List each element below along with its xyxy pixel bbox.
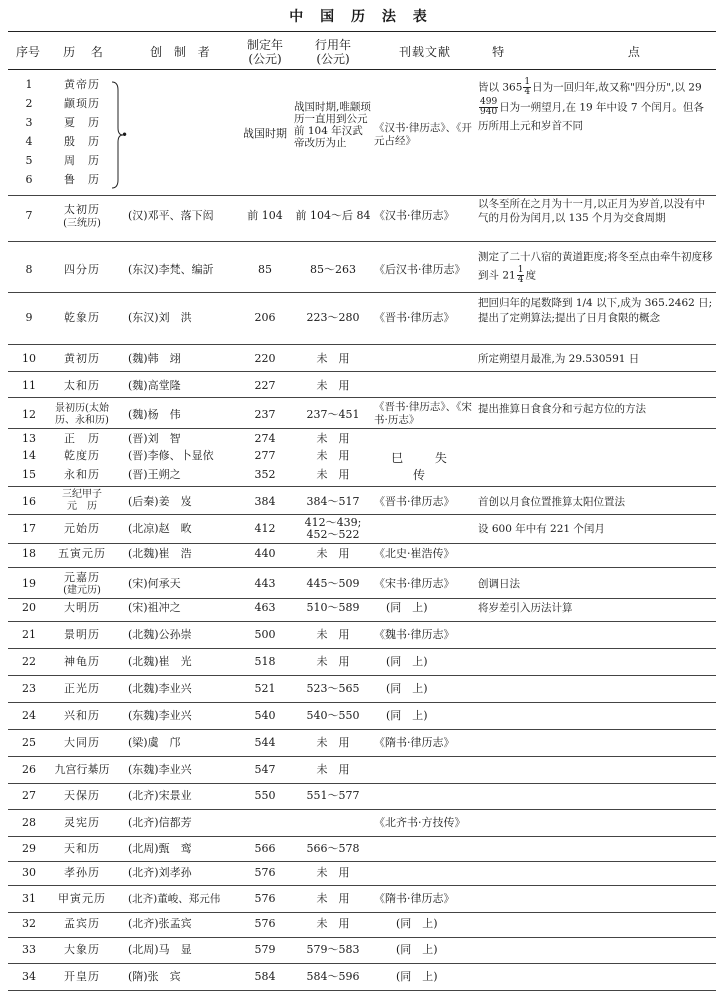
- creator: (东汉)刘 洪: [128, 311, 192, 324]
- row-number: 30: [22, 866, 36, 879]
- calendar-name: 殷 历: [64, 135, 100, 148]
- creation-year: 277: [254, 449, 276, 462]
- row-number: 18: [22, 547, 36, 560]
- features: 测定了二十八宿的黄道距度;将冬至点由牵牛初度移到斗 21 $\frac{1}{4}$ 度: [478, 251, 713, 285]
- literature: 《北史·崔浩传》: [374, 547, 455, 560]
- creator: (梁)虞 邝: [128, 736, 181, 749]
- literature: 《隋书·律历志》: [374, 736, 455, 749]
- row-number: 3: [25, 116, 33, 129]
- row-divider: [8, 241, 716, 242]
- calendar-name: 开皇历: [64, 970, 100, 983]
- row-divider: [8, 756, 716, 757]
- row-number: 4: [25, 135, 33, 148]
- row-divider: [8, 963, 716, 964]
- calendar-name: 太和历: [64, 379, 100, 392]
- row-number: 12: [22, 408, 36, 421]
- row-divider: [8, 729, 716, 730]
- creator: (东魏)李业兴: [128, 709, 192, 722]
- creation-year: 227: [254, 379, 276, 392]
- creator: (北齐)董峻、郑元伟: [128, 893, 221, 905]
- top-rule: [8, 31, 716, 32]
- creator: (汉)邓平、落下闳: [128, 209, 214, 222]
- years-used: 579～583: [306, 943, 360, 956]
- creation-year: 85: [258, 263, 272, 276]
- row-number: 17: [22, 522, 36, 535]
- creator: (晋)刘 智: [128, 432, 181, 445]
- row-number: 20: [22, 601, 36, 614]
- creator: (东魏)李业兴: [128, 763, 192, 776]
- row-divider: [8, 836, 716, 837]
- creation-year: 579: [254, 943, 276, 956]
- literature: (同 上): [396, 917, 438, 930]
- creation-year: 550: [254, 789, 276, 802]
- creator: (北齐)刘孝孙: [128, 866, 192, 879]
- years-used: 566～578: [306, 842, 360, 855]
- table-title: 中 国 历 法 表: [289, 9, 433, 25]
- calendar-name: 黄帝历: [64, 78, 100, 91]
- features: 皆以 365 $\frac{1}{4}$ 日为一回归年,故又称"四分历",以 29 $\frac{499}{940}$ 日为一朔望月,在 19 年中设 7 个闰月。但各历所用上元和岁首不同: [478, 77, 704, 132]
- years-used: 未 用: [316, 917, 350, 930]
- creator: (后秦)姜 岌: [128, 495, 192, 508]
- literature: 《晋书·律历志》、《宋书·历志》: [374, 401, 472, 426]
- creation-year: 576: [254, 866, 276, 879]
- row-number: 6: [25, 173, 33, 186]
- years-used: 412～439;: [304, 516, 362, 529]
- row-number: 16: [22, 495, 36, 508]
- calendar-name: 五寅元历: [58, 547, 106, 560]
- calendar-name: 周 历: [64, 154, 100, 167]
- features: 创调日法: [478, 578, 520, 590]
- features: 所定朔望月最准,为 29.530591 日: [478, 353, 640, 365]
- calendar-name: 黄初历: [64, 352, 100, 365]
- calendar-name: 甲寅元历: [58, 892, 106, 905]
- years-used: 445～509: [306, 577, 360, 590]
- row-divider: [8, 675, 716, 676]
- calendar-name: 永和历: [64, 468, 100, 481]
- creation-year: 前 104: [247, 209, 283, 222]
- years-used: 未 用: [316, 628, 350, 641]
- calendar-name: 九宫行棊历: [54, 763, 110, 776]
- calendar-name: 天和历: [64, 842, 100, 855]
- row-number: 10: [22, 352, 36, 365]
- row-divider: [8, 195, 716, 196]
- creator: (北周)马 显: [128, 943, 192, 956]
- literature: 《宋书·律历志》: [374, 577, 455, 590]
- creation-year: 443: [254, 577, 276, 590]
- creator: (隋)张 宾: [128, 970, 181, 983]
- row-number: 29: [22, 842, 36, 855]
- calendar-name: 乾象历: [64, 311, 100, 324]
- years-used: 前 104～后 84: [295, 209, 371, 222]
- row-number: 15: [22, 468, 36, 481]
- calendar-name: 景初历(太始: [55, 403, 109, 414]
- row-divider: [8, 567, 716, 568]
- group-marker: •: [121, 128, 129, 142]
- creation-year: 521: [254, 682, 276, 695]
- literature: (同 上): [396, 943, 438, 956]
- header-num: 序号: [15, 45, 40, 59]
- row-divider: [8, 990, 716, 991]
- creation-year: 352: [254, 468, 276, 481]
- calendar-name: 大象历: [64, 943, 100, 956]
- creation-year: 战国时期: [243, 127, 287, 140]
- calendar-name: 颛顼历: [64, 97, 100, 110]
- row-number: 25: [22, 736, 36, 749]
- creation-year: 566: [254, 842, 276, 855]
- years-used: 未 用: [316, 655, 350, 668]
- row-number: 11: [22, 379, 36, 392]
- creator: (北魏)崔 浩: [128, 547, 192, 560]
- creation-year: 540: [254, 709, 276, 722]
- row-number: 27: [22, 789, 36, 802]
- calendar-name: 鲁 历: [64, 173, 100, 186]
- calendar-name: 大明历: [64, 601, 100, 614]
- calendar-name: 孟宾历: [64, 917, 100, 930]
- years-used: 未 用: [316, 547, 350, 560]
- creation-year: 576: [254, 892, 276, 905]
- years-used: 未 用: [316, 352, 350, 365]
- row-divider: [8, 292, 716, 293]
- row-divider: [8, 514, 716, 515]
- years-used: 237～451: [306, 408, 360, 421]
- row-number: 7: [25, 209, 33, 222]
- literature: 《汉书·律历志》: [374, 209, 455, 222]
- calendar-name: 大同历: [64, 736, 100, 749]
- calendar-alt-name: (建元历): [63, 585, 101, 596]
- years-used: 551～577: [306, 789, 360, 802]
- calendar-name: 景明历: [64, 628, 100, 641]
- literature: 《汉书·律历志》、《开元占经》: [374, 122, 472, 147]
- creator: (宋)何承天: [128, 577, 181, 590]
- creation-year: 384: [254, 495, 276, 508]
- row-number: 5: [25, 154, 33, 167]
- literature: 《北齐书·方技传》: [374, 816, 466, 829]
- years-used: 未 用: [316, 468, 350, 481]
- years-used: 未 用: [316, 449, 350, 462]
- header-used-line1: 行用年: [314, 38, 351, 52]
- creator: (宋)祖冲之: [128, 601, 181, 614]
- literature: (同 上): [386, 682, 428, 695]
- creator: (东汉)李梵、编訢: [128, 263, 214, 276]
- creator: (北魏)李业兴: [128, 682, 192, 695]
- years-used: 540～550: [306, 709, 360, 722]
- row-divider: [8, 621, 716, 622]
- header-used-line2: (公元): [316, 52, 350, 66]
- row-number: 32: [22, 917, 36, 930]
- features: 设 600 年中有 221 个闰月: [478, 523, 605, 535]
- row-number: 23: [22, 682, 36, 695]
- row-number: 31: [22, 892, 36, 905]
- creator: (北齐)张孟宾: [128, 917, 192, 930]
- row-number: 8: [25, 263, 33, 276]
- header-year-line2: (公元): [248, 52, 282, 66]
- years-used: 584～596: [306, 970, 360, 983]
- header-literature: 刊载文献: [398, 45, 451, 59]
- header-features: 特 点: [492, 45, 700, 59]
- years-used: 384～517: [306, 495, 360, 508]
- calendar-name: 元嘉历: [64, 571, 100, 584]
- creation-year: 463: [254, 601, 276, 614]
- row-number: 21: [22, 628, 36, 641]
- calendar-name: 正 历: [64, 432, 100, 445]
- features: 把回归年的尾数降到 1/4 以下,成为 365.2462 日;提出了定朔算法;提出了日月食限的概念: [478, 297, 713, 324]
- calendar-alt-name: 元 历: [67, 501, 97, 512]
- row-divider: [8, 912, 716, 913]
- row-divider: [8, 397, 716, 398]
- literature: 《晋书·律历志》: [374, 495, 455, 508]
- features: 以冬至所在之月为十一月,以正月为岁首,以没有中气的月份为闰月,以 135 个月为交食周期: [478, 198, 706, 224]
- years-used: 未 用: [316, 379, 350, 392]
- calendar-alt-name: (三统历): [63, 218, 101, 229]
- header-name: 历 名: [63, 45, 109, 59]
- creator: (北周)甄 鸾: [128, 842, 192, 855]
- header-year-line1: 制定年: [246, 38, 283, 52]
- literature: 《隋书·律历志》: [374, 892, 455, 905]
- literature: 《晋书·律历志》: [374, 311, 455, 324]
- years-used: 战国时期,唯颛顼历一直用到公元前 104 年汉武帝改历为止: [294, 101, 371, 149]
- years-used: 未 用: [316, 432, 350, 445]
- creation-year: 220: [254, 352, 276, 365]
- calendar-alt-name: 历、永和历): [55, 415, 109, 426]
- row-divider: [8, 885, 716, 886]
- years-used: 452～522: [306, 528, 360, 541]
- creator: (北魏)崔 光: [128, 655, 192, 668]
- row-divider: [8, 598, 716, 599]
- calendar-name: 孝孙历: [64, 866, 100, 879]
- fraction: $\frac{499}{940}$: [480, 96, 498, 117]
- row-divider: [8, 861, 716, 862]
- years-used: 523～565: [306, 682, 360, 695]
- creation-year: 237: [254, 408, 276, 421]
- literature: 《后汉书·律历志》: [374, 263, 466, 276]
- row-number: 9: [25, 311, 33, 324]
- creation-year: 518: [254, 655, 276, 668]
- row-number: 13: [22, 432, 36, 445]
- calendar-name: 四分历: [64, 263, 100, 276]
- row-divider: [8, 937, 716, 938]
- creation-year: 206: [254, 311, 276, 324]
- creator: (魏)高堂隆: [128, 379, 181, 392]
- row-number: 33: [22, 943, 36, 956]
- creator: (晋)王朔之: [128, 468, 181, 481]
- row-number: 14: [22, 449, 36, 462]
- creator: (北齐)信都芳: [128, 816, 192, 829]
- years-used: 510～589: [306, 601, 360, 614]
- fraction: $\frac{1}{4}$: [517, 265, 524, 285]
- calendar-name: 夏 历: [64, 116, 100, 129]
- calendar-name: 太初历: [64, 203, 100, 216]
- creator: (北凉)赵 畋: [128, 522, 192, 535]
- literature: (同 上): [396, 970, 438, 983]
- creation-year: 544: [254, 736, 276, 749]
- calendar-name: 三纪甲子: [62, 489, 102, 500]
- creator: (北魏)公孙崇: [128, 628, 192, 641]
- calendar-name: 乾度历: [64, 449, 100, 462]
- row-divider: [8, 428, 716, 429]
- row-divider: [8, 344, 716, 345]
- years-used: 未 用: [316, 866, 350, 879]
- years-used: 未 用: [316, 736, 350, 749]
- row-number: 22: [22, 655, 36, 668]
- calendar-name: 天保历: [64, 789, 100, 802]
- row-divider: [8, 702, 716, 703]
- features: 将岁差引入历法计算: [478, 602, 573, 614]
- literature: (同 上): [386, 601, 428, 614]
- row-divider: [8, 543, 716, 544]
- row-number: 1: [25, 78, 33, 91]
- years-used: 223～280: [306, 311, 360, 324]
- header-rule: [8, 69, 716, 70]
- creation-year: 500: [254, 628, 276, 641]
- creation-year: 440: [254, 547, 276, 560]
- fraction: $\frac{1}{4}$: [524, 77, 531, 97]
- years-used: 未 用: [316, 763, 350, 776]
- row-divider: [8, 371, 716, 372]
- calendar-name: 正光历: [64, 682, 100, 695]
- creator: (晋)李修、卜显依: [128, 449, 214, 462]
- row-number: 28: [22, 816, 36, 829]
- creation-year: 576: [254, 917, 276, 930]
- row-divider: [8, 648, 716, 649]
- years-used: 未 用: [316, 892, 350, 905]
- creation-year: 584: [254, 970, 276, 983]
- calendar-name: 灵宪历: [64, 816, 100, 829]
- features: 提出推算日食食分和亏起方位的方法: [478, 403, 646, 415]
- row-divider: [8, 783, 716, 784]
- header-creator: 创 制 者: [150, 45, 214, 59]
- calendar-name: 元始历: [64, 522, 100, 535]
- row-number: 26: [22, 763, 36, 776]
- creator: (魏)杨 伟: [128, 408, 181, 421]
- literature: 《魏书·律历志》: [374, 628, 455, 641]
- row-number: 24: [22, 709, 36, 722]
- lost-note: 巳 失 传: [391, 451, 461, 482]
- row-number: 2: [25, 97, 33, 110]
- row-number: 34: [22, 970, 36, 983]
- literature: (同 上): [386, 655, 428, 668]
- creator: (北齐)宋景业: [128, 789, 192, 802]
- years-used: 85～263: [310, 263, 356, 276]
- creation-year: 274: [254, 432, 276, 445]
- calendar-name: 兴和历: [64, 709, 100, 722]
- literature: (同 上): [386, 709, 428, 722]
- row-divider: [8, 486, 716, 487]
- calendar-name: 神龟历: [64, 655, 100, 668]
- creation-year: 547: [254, 763, 276, 776]
- row-number: 19: [22, 577, 36, 590]
- creation-year: 412: [254, 522, 276, 535]
- creator: (魏)韩 翊: [128, 352, 181, 365]
- features: 首创以月食位置推算太阳位置法: [478, 496, 625, 508]
- row-divider: [8, 809, 716, 810]
